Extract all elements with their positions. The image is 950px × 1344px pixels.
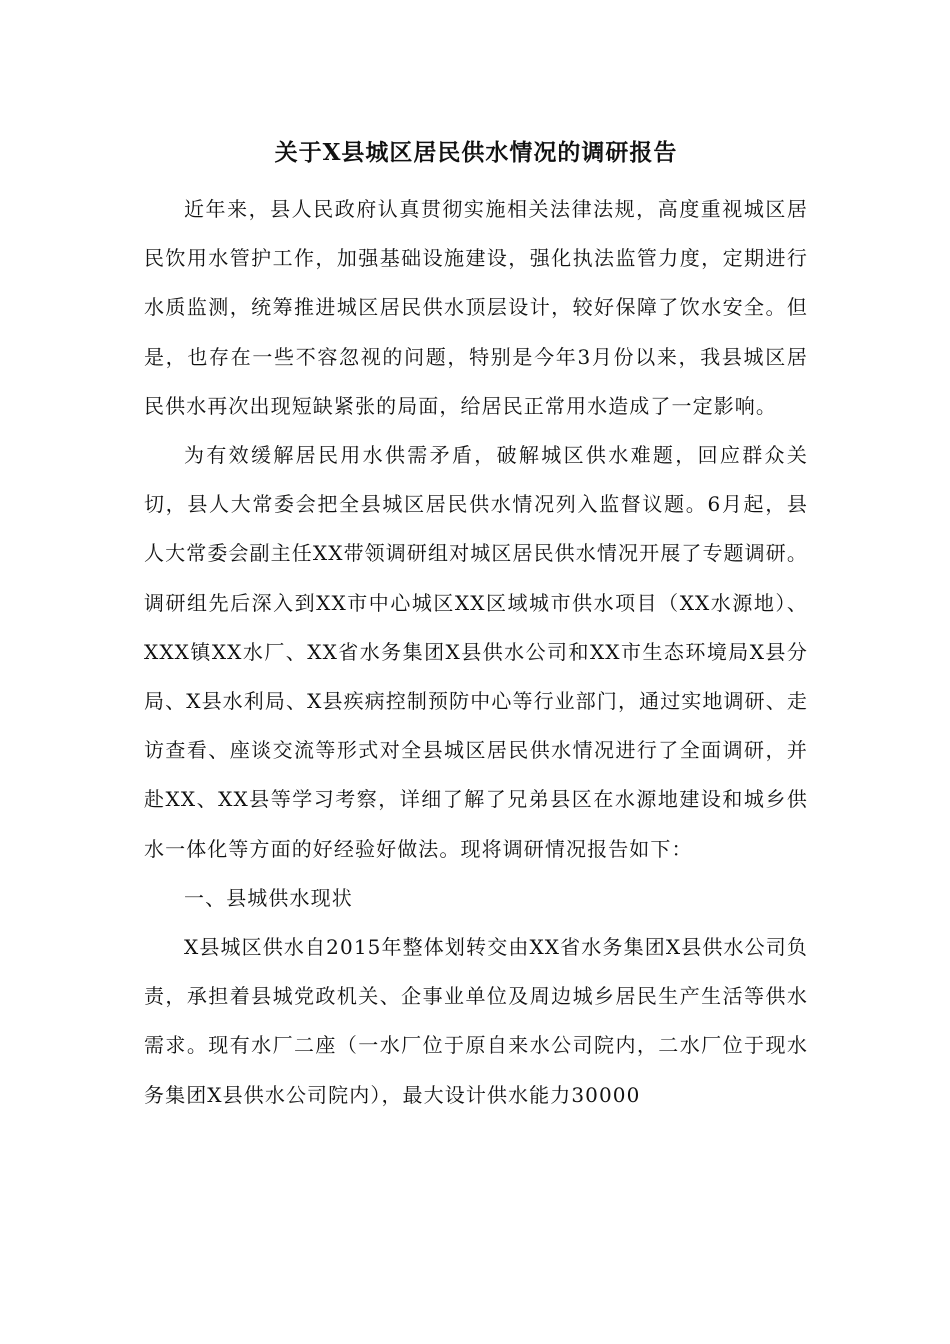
background-paragraph: 为有效缓解居民用水供需矛盾，破解城区供水难题，回应群众关切，县人大常委会把全县城区居民供水情况列入监督议题。6月起，县人大常委会副主任XX带领调研组对城区居民供水情况开展了专题调研。调研组先后深入到XX市中心城区XX区域城市供水项目（XX水源地）、XXX镇XX水厂、XX省水务集团X县供水公司和XX市生态环境局X县分局、X县水利局、X县疾病控制预防中心等行业部门，通过实地调研、走访查看、座谈交流等形式对全县城区居民供水情况进行了全面调研，并赴XX、XX县等学习考察，详细了解了兄弟县区在水源地建设和城乡供水一体化等方面的好经验好做法。现将调研情况报告如下： [144, 443, 808, 861]
intro-paragraph: 近年来，县人民政府认真贯彻实施相关法律法规，高度重视城区居民饮用水管护工作，加强基础设施建设，强化执法监管力度，定期进行水质监测，统筹推进城区居民供水顶层设计，较好保障了饮水安全。但是，也存在一些不容忽视的问题，特别是今年3月份以来，我县城区居民供水再次出现短缺紧张的局面，给居民正常用水造成了一定影响。 [144, 197, 808, 418]
document-title: 关于X县城区居民供水情况的调研报告 [274, 139, 678, 166]
section-status-paragraph: X县城区供水自2015年整体划转交由XX省水务集团X县供水公司负责，承担着县城党政机关、企事业单位及周边城乡居民生产生活等供水需求。现有水厂二座（一水厂位于原自来水公司院内，二水厂位于现水务集团X县供水公司院内），最大设计供水能力30000 [144, 935, 808, 1107]
section-heading-status: 一、县城供水现状 [184, 885, 353, 910]
document-page [144, 133, 808, 1120]
